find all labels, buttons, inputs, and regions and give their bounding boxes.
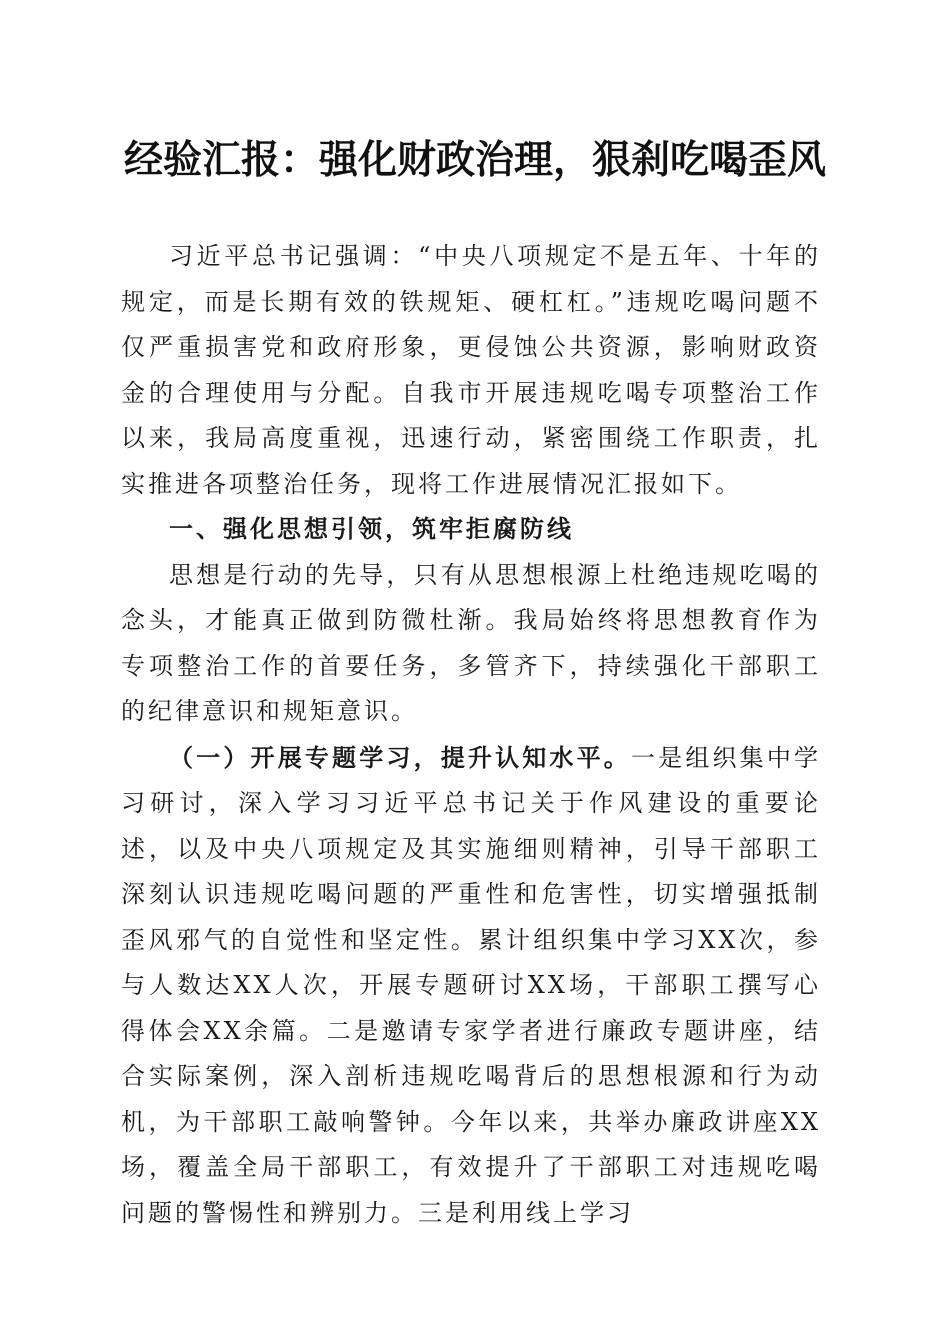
section-paragraph: 思想是行动的先导，只有从思想根源上杜绝违规吃喝的念头，才能真正做到防微杜渐。我局始终将思想教育作为专项整治工作的首要任务，多管齐下，持续强化干部职工的纪律意识和规矩意识。 xyxy=(121,560,821,725)
document-body xyxy=(121,234,821,1236)
subsection-paragraph xyxy=(121,735,821,1237)
intro-paragraph: 习近平总书记强调：“中央八项规定不是五年、十年的规定，而是长期有效的铁规矩、硬杠杠。”违规吃喝问题不仅严重损害党和政府形象，更侵蚀公共资源，影响财政资金的合理使用与分配。自我市开展违规吃喝专项整治工作以来，我局高度重视，迅速行动，紧密围绕工作职责，扎实推进各项整治任务，现将工作进展情况汇报如下。 xyxy=(121,242,821,498)
subsection-text: 一是组织集中学习研讨，深入学习习近平总书记关于作风建设的重要论述，以及中央八项规定及其实施细则精神，引导干部职工深刻认识违规吃喝问题的严重性和危害性，切实增强抵制歪风邪气的自觉性和坚定性。累计组织集中学习XX次，参与人数达XX人次，开展专题研讨XX场，干部职工撰写心得体会XX余篇。二是邀请专家学者进行廉政专题讲座，结合实际案例，深入剖析违规吃喝背后的思想根源和行为动机，为干部职工敲响警钟。今年以来，共举办廉政讲座XX场，覆盖全局干部职工，有效提升了干部职工对违规吃喝问题的警惕性和辨别力。三是利用线上学习 xyxy=(121,743,822,1227)
document-title: 经验汇报：强化财政治理，狠刹吃喝歪风 xyxy=(123,137,826,183)
subsection-heading: （一）开展专题学习，提升认知水平。 xyxy=(169,742,631,772)
section-heading: 一、强化思想引领，筑牢拒腐防线 xyxy=(169,515,574,543)
